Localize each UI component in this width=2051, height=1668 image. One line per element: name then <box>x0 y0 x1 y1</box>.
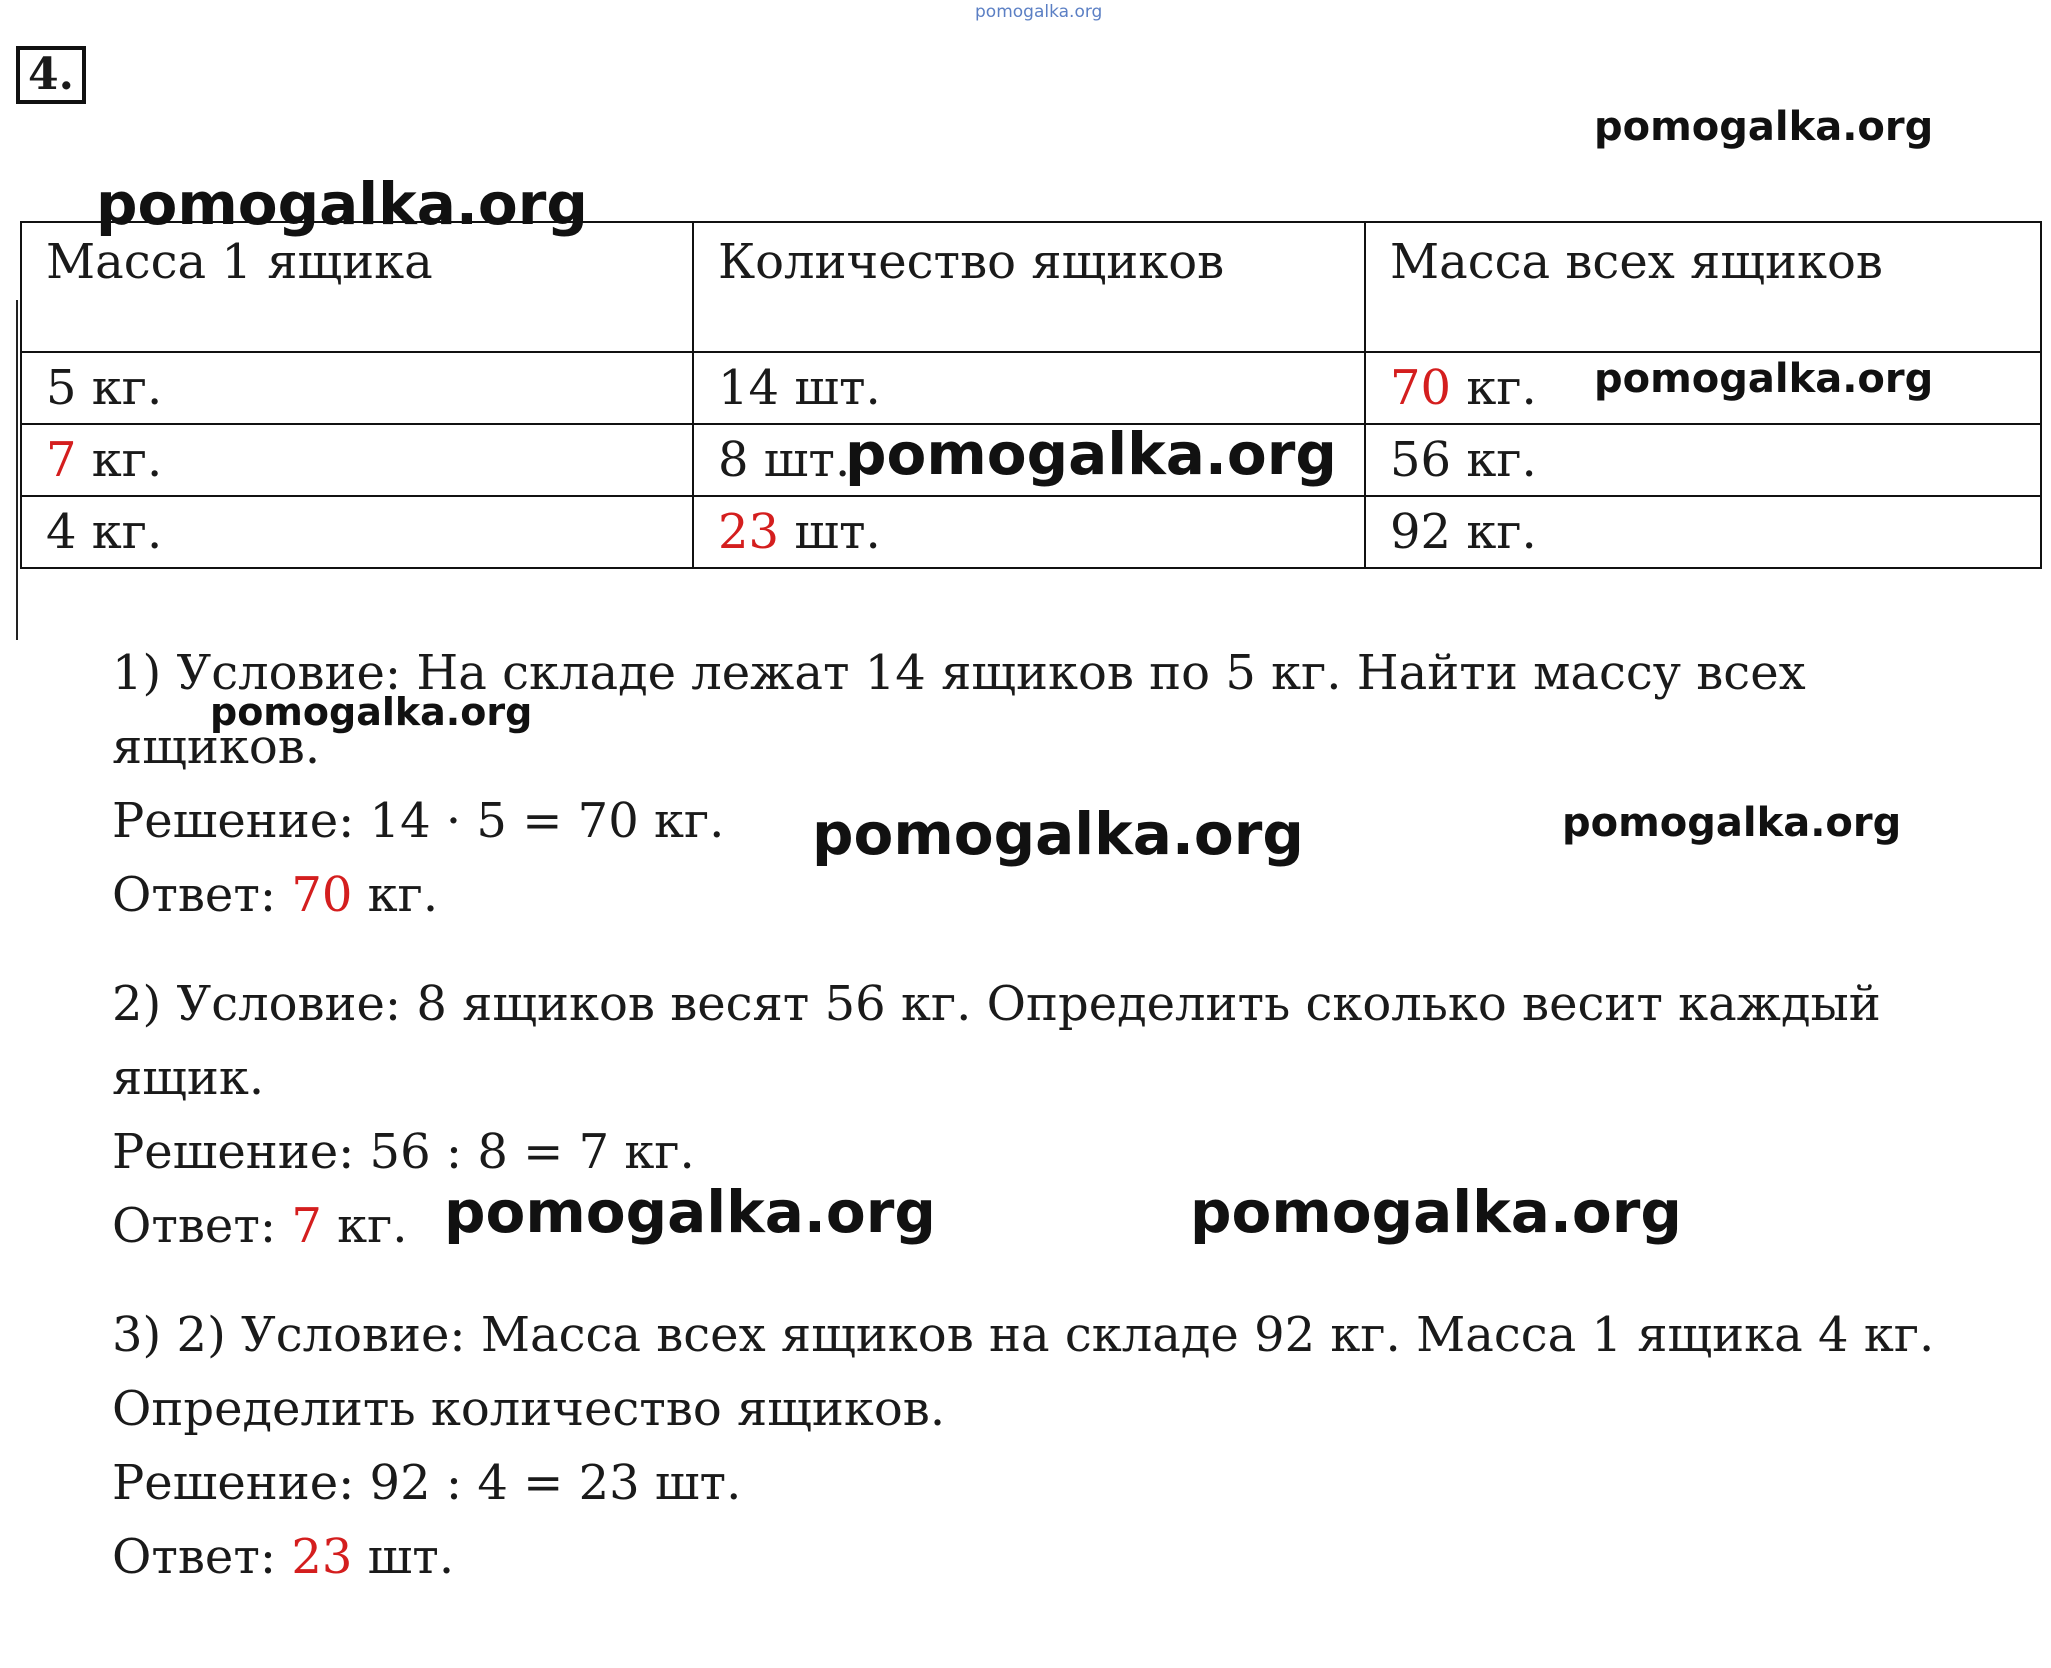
watermark: pomogalka.org <box>1562 800 1902 846</box>
problem-3-solution: Решение: 92 : 4 = 23 шт. <box>112 1455 742 1511</box>
table-cell: 92 кг. <box>1365 496 2041 568</box>
table-cell: 8 шт. <box>693 424 1365 496</box>
answer-value: 7 <box>291 1198 322 1254</box>
problem-1-solution: Решение: 14 · 5 = 70 кг. <box>112 793 725 849</box>
table-cell: 5 кг. <box>21 352 693 424</box>
problem-2-condition: 2) Условие: 8 ящиков весят 56 кг. Определить сколько весит каждый <box>112 976 1881 1032</box>
header-count: Количество ящиков <box>693 222 1365 352</box>
problem-1-condition: 1) Условие: На складе лежат 14 ящиков по 5 кг. Найти массу всех <box>112 645 1806 701</box>
watermark: pomogalka.org <box>210 690 533 734</box>
answer-value: 70 <box>291 867 353 923</box>
table-cell: 70 кг. <box>1365 352 2041 424</box>
problem-3-condition: 3) 2) Условие: Масса всех ящиков на складе 92 кг. Масса 1 ящика 4 кг. <box>112 1307 1935 1363</box>
problem-2-solution: Решение: 56 : 8 = 7 кг. <box>112 1124 695 1180</box>
margin-rule <box>16 300 18 640</box>
watermark: pomogalka.org <box>96 170 588 238</box>
watermark: pomogalka.org <box>444 1178 936 1246</box>
table-cell: 23 шт. <box>693 496 1365 568</box>
watermark: pomogalka.org <box>1190 1178 1682 1246</box>
problem-3-condition-cont: Определить количество ящиков. <box>112 1381 946 1437</box>
watermark: pomogalka.org <box>1594 356 1934 402</box>
table-cell: 56 кг. <box>1365 424 2041 496</box>
table-cell: 4 кг. <box>21 496 693 568</box>
answer-value: 23 <box>291 1529 353 1585</box>
table-header-row <box>21 222 2041 352</box>
top-watermark: pomogalka.org <box>975 2 1103 22</box>
table-row <box>21 496 2041 568</box>
problem-1-condition-cont: ящиков. <box>112 719 321 775</box>
problem-3-answer: Ответ: 23 шт. <box>112 1529 455 1585</box>
watermark: pomogalka.org <box>812 800 1304 868</box>
problem-1-answer: Ответ: 70 кг. <box>112 867 439 923</box>
table-cell: 7 кг. <box>21 424 693 496</box>
watermark: pomogalka.org <box>1594 104 1934 150</box>
table-cell: 14 шт. <box>693 352 1365 424</box>
watermark: pomogalka.org <box>845 420 1337 488</box>
task-number: 4. <box>16 46 86 104</box>
problem-2-condition-cont: ящик. <box>112 1050 265 1106</box>
header-mass-all: Масса всех ящиков <box>1365 222 2041 352</box>
header-mass-one: Масса 1 ящика <box>21 222 693 352</box>
problem-2-answer: Ответ: 7 кг. <box>112 1198 408 1254</box>
